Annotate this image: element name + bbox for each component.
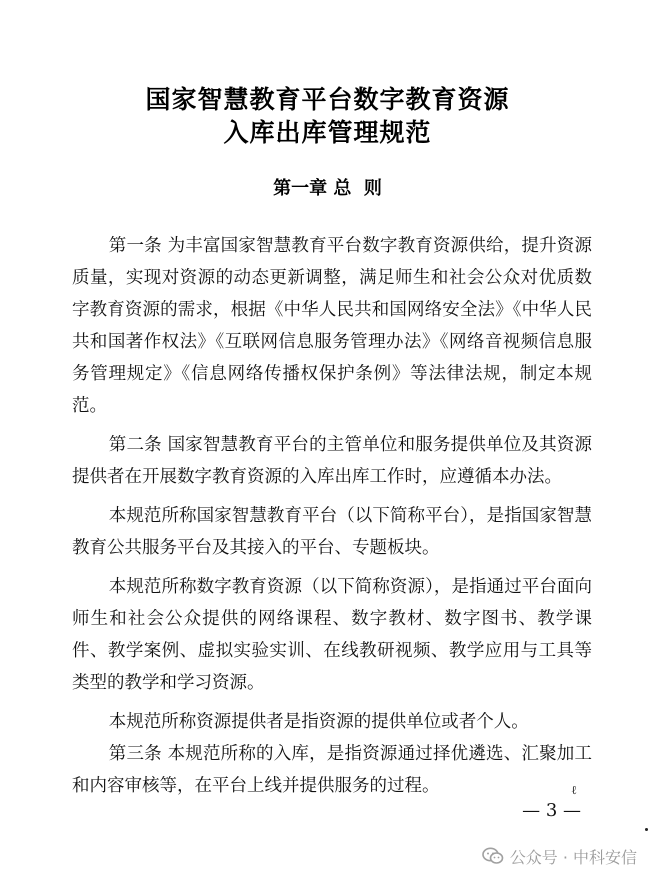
paragraph-article-1: 第一条 为丰富国家智慧教育平台数字教育资源供给，提升资源质量，实现对资源的动态更新调整，满足师生和社会公众对优质数字教育资源的需求，根据《中华人民共和国网络安全法》《中华人民共和国著作权法》《互联网信息服务管理办法》《网络音视频信息服务管理规定》《信息网络传播权保护条例》等法律法规，制定本规范。 xyxy=(72,236,592,416)
watermark xyxy=(482,842,637,870)
paragraph-article-2: 第二条 国家智慧教育平台的主管单位和服务提供单位及其资源提供者在开展数字教育资源的入库出库工作时，应遵循本办法。 xyxy=(72,435,592,487)
paragraph-provider-definition: 本规范所称资源提供者是指资源的提供单位或者个人。 xyxy=(108,712,529,732)
document-title-line2: 入库出库管理规范 xyxy=(223,118,432,147)
paragraph-article-3: 第三条 本规范所称的入库，是指资源通过择优遴选、汇聚加工和内容审核等，在平台上线并提供服务的过程。 xyxy=(72,744,592,796)
pen-tick-mark: ℓ xyxy=(571,783,577,797)
chapter-heading xyxy=(0,174,655,200)
chapter-heading-text: 第一章 总 则 xyxy=(273,178,382,199)
watermark-text: 公众号 · 中科安信 xyxy=(509,847,637,867)
wechat-icon xyxy=(482,847,504,865)
paragraph-resource-definition: 本规范所称数字教育资源（以下简称资源），是指通过平台面向师生和社会公众提供的网络课程、数字教材、数字图书、教学课件、教学案例、虚拟实验实训、在线教研视频、教学应用与工具等类型的教学和学习资源。 xyxy=(72,577,592,693)
document-title-line1: 国家智慧教育平台数字教育资源 xyxy=(145,85,510,114)
scan-dot xyxy=(645,828,648,831)
page-number: — 3 — xyxy=(522,800,581,821)
paragraph-platform-definition: 本规范所称国家智慧教育平台（以下简称平台），是指国家智慧教育公共服务平台及其接入的平台、专题板块。 xyxy=(72,506,592,558)
document-body xyxy=(72,230,592,802)
